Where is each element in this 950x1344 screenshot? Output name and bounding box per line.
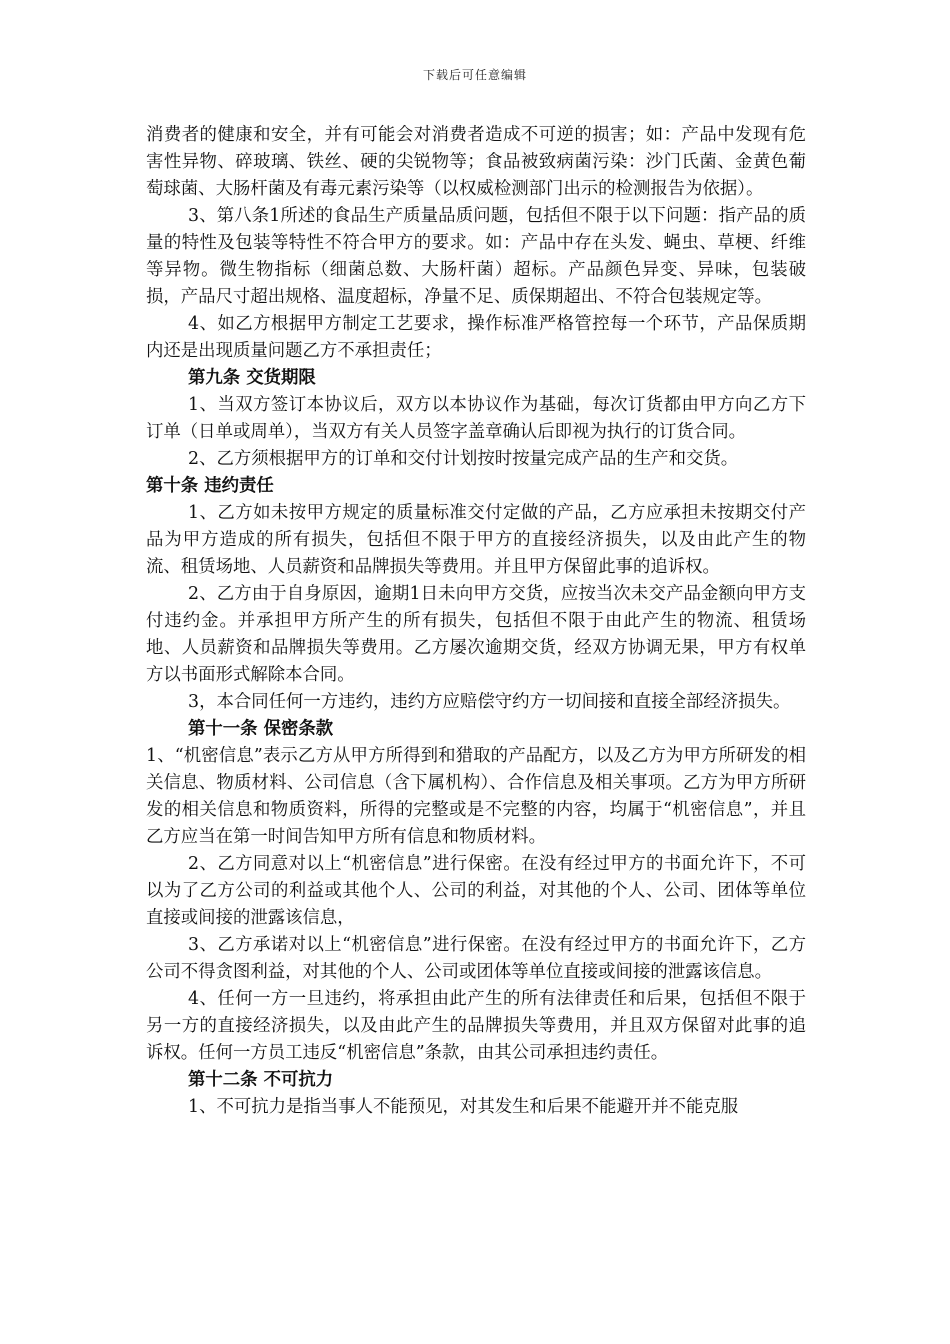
paragraph-confidential-agree: 2、乙方同意对以上“机密信息”进行保密。在没有经过甲方的书面允许下，不可以为了乙方公司的利益或其他个人、公司的利益，对其他的个人、公司、团体等单位直接或间接的泄露该信息， [146,854,806,928]
heading-article-10: 第十条 违约责任 [146,476,274,496]
heading-article-12: 第十二条 不可抗力 [188,1070,334,1090]
page-header: 下载后可任意编辑 [422,68,527,82]
paragraph-confidential-promise: 3、乙方承诺对以上“机密信息”进行保密。在没有经过甲方的书面允许下，乙方公司不得贪图利益，对其他的个人、公司或团体等单位直接或间接的泄露该信息。 [146,935,806,982]
heading-article-11: 第十一条 保密条款 [188,719,334,739]
paragraph-no-liability: 4、如乙方根据甲方制定工艺要求，操作标准严格管控每一个环节，产品保质期内还是出现质量问题乙方不承担责任； [146,314,806,361]
paragraph-order-basis: 1、当双方签订本协议后，双方以本协议作为基础，每次订货都由甲方向乙方下订单（日单或周单），当双方有关人员签字盖章确认后即视为执行的订货合同。 [146,395,806,442]
paragraph-late-delivery: 2、乙方由于自身原因，逾期1日未向甲方交货，应按当次未交产品金额向甲方支付违约金。并承担甲方所产生的所有损失，包括但不限于由此产生的物流、租赁场地、人员薪资和品牌损失等费用。乙方屡次逾期交货，经双方协调无果，甲方有权单方以书面形式解除本合同。 [146,584,806,685]
paragraph-compensation: 3，本合同任何一方违约，违约方应赔偿守约方一切间接和直接全部经济损失。 [188,692,791,712]
paragraph-confidential-definition: 1、“机密信息”表示乙方从甲方所得到和猎取的产品配方，以及乙方为甲方所研发的相关信息、物质材料、公司信息（含下属机构）、合作信息及相关事项。乙方为甲方所研发的相关信息和物质资料，所得的完整或是不完整的内容，均属于“机密信息”，并且乙方应当在第一时间告知甲方所有信息和物质材料。 [146,746,806,847]
paragraph-confidential-breach: 4、任何一方一旦违约，将承担由此产生的所有法律责任和后果，包括但不限于另一方的直接经济损失，以及由此产生的品牌损失等费用，并且双方保留对此事的追诉权。任何一方员工违反“机密信息”条款，由其公司承担违约责任。 [146,989,806,1063]
paragraph-quality-breach: 1、乙方如未按甲方规定的质量标准交付定做的产品，乙方应承担未按期交付产品为甲方造成的所有损失，包括但不限于甲方的直接经济损失，以及由此产生的物流、租赁场地、人员薪资和品牌损失等费用。并且甲方保留此事的追诉权。 [146,503,806,577]
paragraph-delivery-plan: 2、乙方须根据甲方的订单和交付计划按时按量完成产品的生产和交货。 [188,449,739,469]
heading-article-9: 第九条 交货期限 [188,368,316,388]
paragraph-force-majeure: 1、不可抗力是指当事人不能预见，对其发生和后果不能避开并不能克服 [188,1097,739,1117]
paragraph-quality-issues: 3、第八条1所述的食品生产质量品质问题，包括但不限于以下问题：指产品的质量的特性及包装等特性不符合甲方的要求。如：产品中存在头发、蝇虫、草梗、纤维等异物。微生物指标（细菌总数、大肠杆菌）超标。产品颜色异变、异味，包装破损，产品尺寸超出规格、温度超标，净量不足、质保期超出、不符合包装规定等。 [146,206,806,307]
paragraph-health-safety: 消费者的健康和安全，并有可能会对消费者造成不可逆的损害；如：产品中发现有危害性异物、碎玻璃、铁丝、硬的尖锐物等；食品被致病菌污染：沙门氏菌、金黄色葡萄球菌、大肠杆菌及有毒元素污染等（以权威检测部门出示的检测报告为依据）。 [146,125,806,199]
document-body [146,122,806,1121]
